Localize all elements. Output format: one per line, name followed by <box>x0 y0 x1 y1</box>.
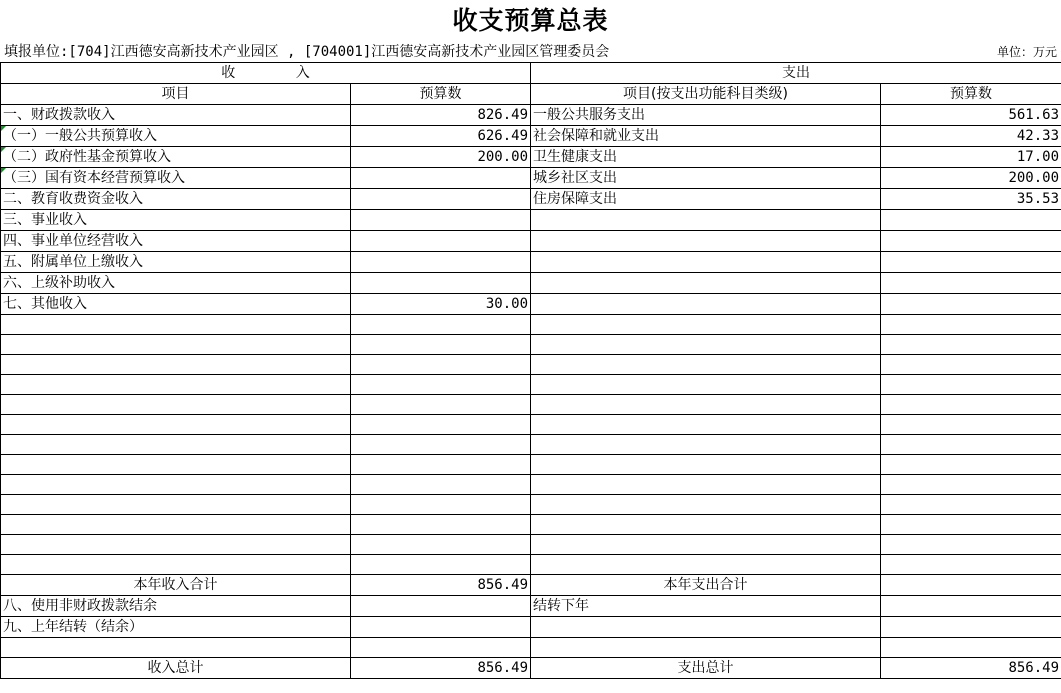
expense-item-cell: 社会保障和就业支出 <box>531 126 881 147</box>
table-row <box>1 231 1061 252</box>
income-item-cell: 四、事业单位经营收入 <box>1 231 351 252</box>
empty-cell <box>531 455 881 475</box>
expense-amount-cell: 17.00 <box>881 147 1061 168</box>
table-row <box>1 294 1061 315</box>
table-row <box>1 252 1061 273</box>
expense-item-cell <box>531 252 881 273</box>
empty-row <box>1 315 1061 335</box>
cell-flag-marker <box>1 126 6 131</box>
expense-year-total-label: 本年支出合计 <box>531 575 881 596</box>
expense-amount-cell: 42.33 <box>881 126 1061 147</box>
table-row <box>1 273 1061 294</box>
empty-row <box>1 555 1061 575</box>
income-year-total-label: 本年收入合计 <box>1 575 351 596</box>
empty-cell <box>351 335 531 355</box>
empty-row <box>1 475 1061 495</box>
income-amount-cell: 626.49 <box>351 126 531 147</box>
currency-unit: 单位：万元 <box>996 45 1057 59</box>
empty-cell <box>531 375 881 395</box>
empty-cell <box>351 375 531 395</box>
empty-cell <box>531 415 881 435</box>
expense-item-cell <box>531 638 881 658</box>
empty-cell <box>351 555 531 575</box>
expense-item-header: 项目(按支出功能科目类级) <box>531 84 881 105</box>
empty-cell <box>351 475 531 495</box>
grand-total-row <box>1 658 1061 679</box>
income-item-text: （三）国有资本经营预算收入 <box>3 170 185 186</box>
expense-amount-cell <box>881 252 1061 273</box>
empty-cell <box>881 355 1061 375</box>
expense-item-cell <box>531 210 881 231</box>
empty-cell <box>531 515 881 535</box>
empty-cell <box>881 335 1061 355</box>
table-row <box>1 210 1061 231</box>
empty-cell <box>531 495 881 515</box>
empty-cell <box>881 555 1061 575</box>
empty-cell <box>351 415 531 435</box>
empty-cell <box>531 335 881 355</box>
empty-row <box>1 515 1061 535</box>
income-item-text: （二）政府性基金预算收入 <box>3 149 171 165</box>
column-header-row <box>1 84 1061 105</box>
empty-cell <box>351 535 531 555</box>
empty-cell <box>531 475 881 495</box>
empty-cell <box>351 355 531 375</box>
expense-item-cell: 城乡社区支出 <box>531 168 881 189</box>
empty-cell <box>1 315 351 335</box>
empty-cell <box>351 315 531 335</box>
income-item-cell: 六、上级补助收入 <box>1 273 351 294</box>
table-row <box>1 596 1061 617</box>
expense-item-cell: 结转下年 <box>531 596 881 617</box>
income-item-cell <box>1 638 351 658</box>
table-row <box>1 168 1061 189</box>
empty-cell <box>1 455 351 475</box>
empty-cell <box>881 315 1061 335</box>
budget-table <box>0 62 1061 679</box>
income-item-cell <box>1 168 351 189</box>
expense-amount-cell <box>881 294 1061 315</box>
empty-cell <box>1 395 351 415</box>
expense-item-cell <box>531 273 881 294</box>
income-amount-cell: 826.49 <box>351 105 531 126</box>
table-row <box>1 105 1061 126</box>
empty-cell <box>1 555 351 575</box>
income-amount-cell: 30.00 <box>351 294 531 315</box>
empty-row <box>1 415 1061 435</box>
expense-amount-header: 预算数 <box>881 84 1061 105</box>
expense-amount-cell: 561.63 <box>881 105 1061 126</box>
report-meta <box>0 42 1061 62</box>
empty-cell <box>531 355 881 375</box>
income-amount-cell <box>351 210 531 231</box>
income-amount-cell <box>351 273 531 294</box>
empty-row <box>1 495 1061 515</box>
empty-cell <box>531 555 881 575</box>
empty-cell <box>351 495 531 515</box>
empty-cell <box>1 375 351 395</box>
empty-cell <box>1 355 351 375</box>
cell-flag-marker <box>1 147 6 152</box>
income-section-header: 收 入 <box>1 63 531 84</box>
table-row <box>1 147 1061 168</box>
expense-amount-cell: 200.00 <box>881 168 1061 189</box>
empty-cell <box>881 535 1061 555</box>
empty-cell <box>1 475 351 495</box>
table-row <box>1 617 1061 638</box>
expense-amount-cell: 35.53 <box>881 189 1061 210</box>
expense-amount-cell <box>881 617 1061 638</box>
reporting-unit: 填报单位:[704]江西德安高新技术产业园区 , [704001]江西德安高新技术产业园区管理委员会 <box>4 44 610 60</box>
expense-item-cell: 卫生健康支出 <box>531 147 881 168</box>
empty-cell <box>351 395 531 415</box>
income-year-total-value: 856.49 <box>351 575 531 596</box>
income-item-cell: 八、使用非财政拨款结余 <box>1 596 351 617</box>
section-header-row <box>1 63 1061 84</box>
empty-cell <box>881 435 1061 455</box>
empty-cell <box>881 495 1061 515</box>
blank-rows <box>1 315 1061 575</box>
income-item-cell: 三、事业收入 <box>1 210 351 231</box>
empty-cell <box>881 515 1061 535</box>
empty-cell <box>1 435 351 455</box>
empty-cell <box>351 435 531 455</box>
empty-cell <box>531 535 881 555</box>
empty-cell <box>881 375 1061 395</box>
empty-cell <box>531 435 881 455</box>
expense-item-cell: 一般公共服务支出 <box>531 105 881 126</box>
expense-item-cell <box>531 231 881 252</box>
empty-row <box>1 535 1061 555</box>
table-row <box>1 126 1061 147</box>
empty-cell <box>881 415 1061 435</box>
income-grand-total-label: 收入总计 <box>1 658 351 679</box>
expense-grand-total-value: 856.49 <box>881 658 1061 679</box>
income-amount-header: 预算数 <box>351 84 531 105</box>
empty-row <box>1 395 1061 415</box>
empty-row <box>1 335 1061 355</box>
empty-cell <box>1 495 351 515</box>
expense-amount-cell <box>881 638 1061 658</box>
empty-cell <box>531 315 881 335</box>
expense-section-header: 支出 <box>531 63 1061 84</box>
expense-amount-cell <box>881 210 1061 231</box>
income-item-text: （一）一般公共预算收入 <box>3 128 157 144</box>
income-amount-cell <box>351 231 531 252</box>
empty-row <box>1 355 1061 375</box>
empty-cell <box>351 455 531 475</box>
expense-item-cell <box>531 617 881 638</box>
income-item-cell <box>1 126 351 147</box>
empty-cell <box>1 535 351 555</box>
expense-grand-total-label: 支出总计 <box>531 658 881 679</box>
empty-cell <box>1 335 351 355</box>
income-amount-cell <box>351 168 531 189</box>
table-row <box>1 638 1061 658</box>
page-title: 收支预算总表 <box>452 6 609 35</box>
cell-flag-marker <box>1 168 6 173</box>
empty-cell <box>1 515 351 535</box>
income-amount-cell <box>351 252 531 273</box>
expense-amount-cell <box>881 273 1061 294</box>
income-grand-total-value: 856.49 <box>351 658 531 679</box>
empty-cell <box>351 515 531 535</box>
expense-year-total-value <box>881 575 1061 596</box>
empty-row <box>1 375 1061 395</box>
expense-amount-cell <box>881 231 1061 252</box>
income-item-cell: 五、附属单位上缴收入 <box>1 252 351 273</box>
income-item-cell: 一、财政拨款收入 <box>1 105 351 126</box>
expense-item-cell: 住房保障支出 <box>531 189 881 210</box>
empty-cell <box>531 395 881 415</box>
empty-row <box>1 455 1061 475</box>
empty-cell <box>881 455 1061 475</box>
empty-cell <box>1 415 351 435</box>
empty-row <box>1 435 1061 455</box>
empty-cell <box>881 395 1061 415</box>
income-amount-cell <box>351 638 531 658</box>
income-amount-cell <box>351 596 531 617</box>
income-item-header: 项目 <box>1 84 351 105</box>
empty-cell <box>881 475 1061 495</box>
expense-item-cell <box>531 294 881 315</box>
year-total-row <box>1 575 1061 596</box>
table-row <box>1 189 1061 210</box>
income-amount-cell <box>351 617 531 638</box>
income-item-cell: 七、其他收入 <box>1 294 351 315</box>
income-amount-cell <box>351 189 531 210</box>
income-item-cell <box>1 147 351 168</box>
income-item-cell: 九、上年结转（结余） <box>1 617 351 638</box>
income-item-cell: 二、教育收费资金收入 <box>1 189 351 210</box>
income-amount-cell: 200.00 <box>351 147 531 168</box>
expense-amount-cell <box>881 596 1061 617</box>
